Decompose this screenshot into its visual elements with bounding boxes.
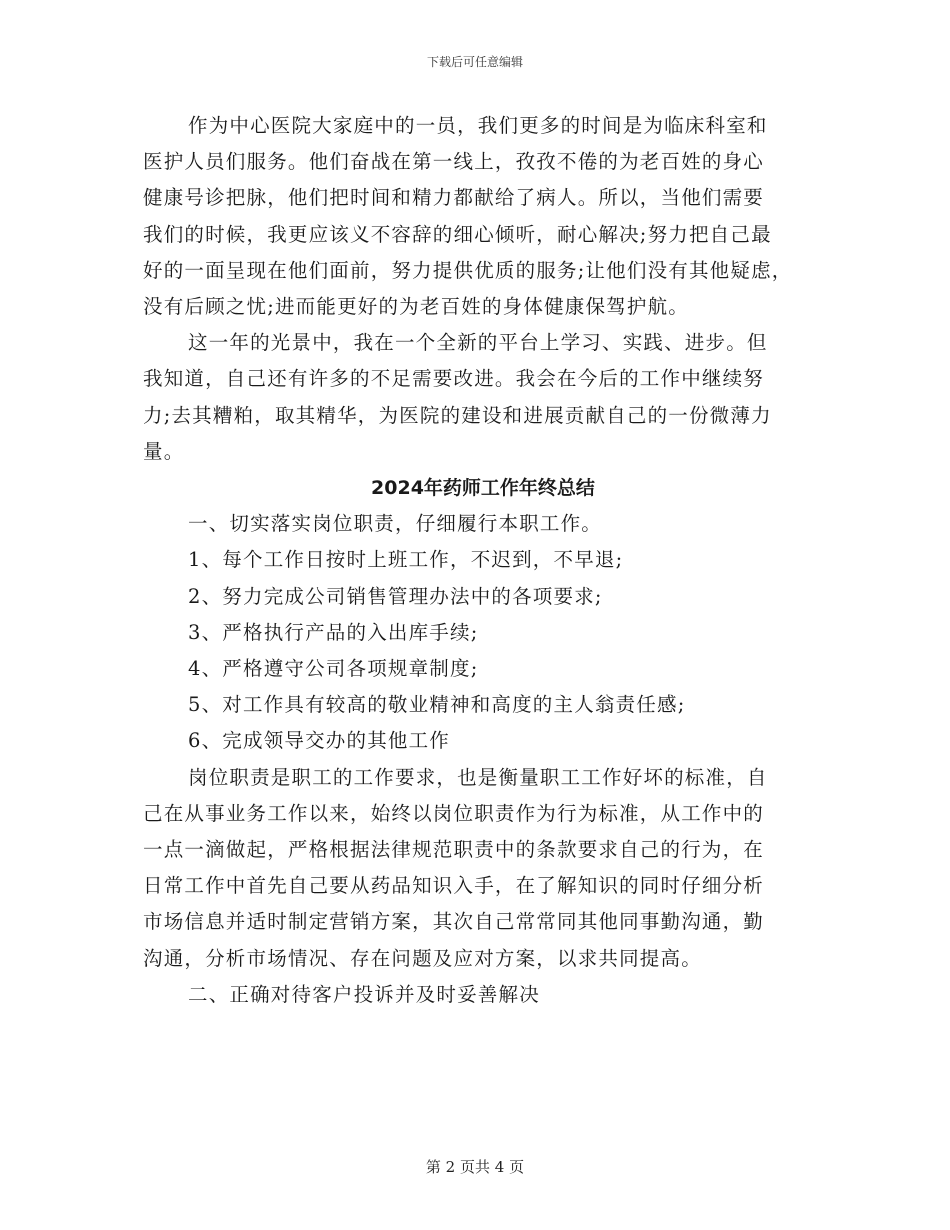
page-header: 下载后可任意编辑: [426, 55, 523, 69]
text-line: 我们的时候，我更应该义不容辞的细心倾听，耐心解决;努力把自己最: [143, 222, 772, 246]
text-line: 己在从事业务工作以来，始终以岗位职责作为行为标准，从工作中的: [143, 801, 765, 825]
text-line: 一点一滴做起，严格根据法律规范职责中的条款要求自己的行为，在: [143, 838, 765, 862]
paragraph-service: [143, 108, 803, 325]
text-line: 没有后顾之忧;进而能更好的为老百姓的身体健康保驾护航。: [143, 295, 689, 319]
document-body: [143, 108, 803, 1013]
text-line: 这一年的光景中，我在一个全新的平台上学习、实践、进步。但: [188, 331, 768, 355]
text-line: 我知道，自己还有许多的不足需要改进。我会在今后的工作中继续努: [143, 367, 765, 391]
paragraph-reflection: [143, 325, 803, 470]
list-item: 2、努力完成公司销售管理办法中的各项要求;: [188, 584, 603, 608]
text-line: 沟通，分析市场情况、存在问题及应对方案，以求共同提高。: [143, 946, 702, 970]
list-item: 4、严格遵守公司各项规章制度;: [188, 657, 479, 681]
paragraph-duties: [143, 760, 803, 977]
section-heading: 二、正确对待客户投诉并及时妥善解决: [188, 982, 540, 1006]
text-line: 医护人员们服务。他们奋战在第一线上，孜孜不倦的为老百姓的身心: [143, 150, 765, 174]
list-item: 6、完成领导交办的其他工作: [188, 729, 451, 753]
page-footer: 第 2 页共 4 页: [425, 1158, 525, 1176]
text-line: 作为中心医院大家庭中的一员，我们更多的时间是为临床科室和: [188, 114, 768, 137]
text-line: 力;去其糟粕，取其精华，为医院的建设和进展贡献自己的一份微薄力: [143, 403, 772, 427]
text-line: 量。: [143, 439, 185, 463]
list-item: 1、每个工作日按时上班工作，不迟到，不早退;: [188, 548, 624, 572]
text-line: 好的一面呈现在他们面前，努力提供优质的服务;让他们没有其他疑虑，: [143, 258, 793, 282]
list-item: 5、对工作具有较高的敬业精神和高度的主人翁责任感;: [188, 693, 686, 717]
text-line: 岗位职责是职工的工作要求，也是衡量职工工作好坏的标准，自: [188, 765, 768, 789]
text-line: 市场信息并适时制定营销方案，其次自己常常同其他同事勤沟通，勤: [143, 910, 765, 934]
list-item: 3、严格执行产品的入出库手续;: [188, 620, 479, 644]
section-heading: 一、切实落实岗位职责，仔细履行本职工作。: [188, 512, 603, 536]
document-title: 2024年药师工作年终总结: [371, 477, 595, 500]
duty-list: [143, 542, 803, 759]
text-line: 日常工作中首先自己要从药品知识入手，在了解知识的同时仔细分析: [143, 874, 765, 898]
text-line: 健康号诊把脉，他们把时间和精力都献给了病人。所以，当他们需要: [143, 186, 765, 210]
